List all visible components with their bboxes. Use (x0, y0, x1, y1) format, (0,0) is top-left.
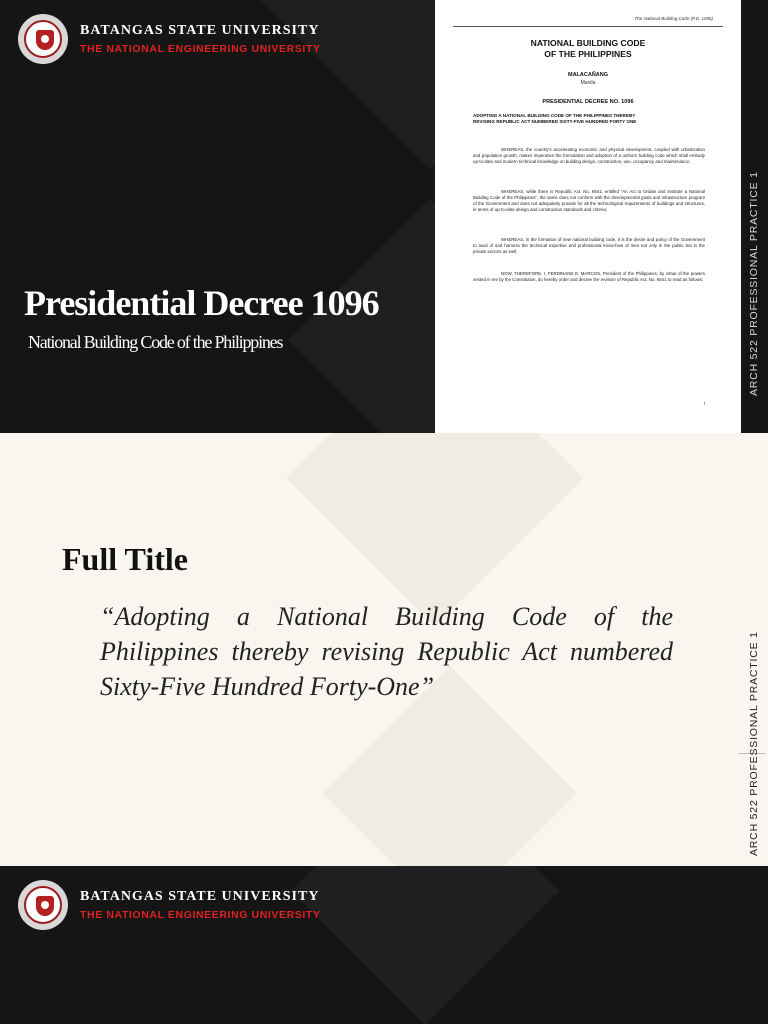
document-rule (453, 26, 723, 27)
university-tagline: THE NATIONAL ENGINEERING UNIVERSITY (80, 909, 321, 921)
document-title-line: NATIONAL BUILDING CODE (530, 38, 646, 48)
university-name: BATANGAS STATE UNIVERSITY (80, 23, 320, 38)
document-heading-line: ADOPTING A NATIONAL BUILDING CODE OF THE PHILIPPINES THEREBY (473, 113, 636, 118)
university-seal-icon (18, 14, 68, 64)
university-header (18, 880, 321, 930)
slide-subtitle: National Building Code of the Philippines (28, 332, 283, 352)
document-paragraph: WHEREAS, the country's accelerating economic and physical development, coupled with urbanization and population growth, makes imperative the formulation and adoption of a uniform building code which shall embody up-to-date and modern technical knowledge on building design, construction, use, occupancy and maintenance; (473, 147, 705, 165)
slide-next (0, 866, 768, 1024)
document-page-number: i (703, 401, 705, 407)
document-heading-line: REVISING REPUBLIC ACT NUMBERED SIXTY-FIVE HUNDRED FORTY ONE (473, 119, 637, 124)
document-paragraph: WHEREAS, while there is Republic Act. No. 6541, entitled "An Act to Ordain and Institute a National Building Code of the Philippines", the same does not conform with the developmental goals and infrastructure program of the Government and does not adequately provide for all the technological requirements of buildings and structures, in terms of up-to-date design and construction standards and criteria; (473, 189, 705, 213)
document-city: Manila (580, 80, 596, 86)
background-shape (291, 866, 560, 1024)
slide-full-title (0, 433, 768, 866)
document-decree-number: PRESIDENTIAL DECREE NO. 1096 (542, 99, 634, 105)
document-paragraph: WHEREAS, in the formation of new national building code, it is the desire and policy of the Government to avail of and harness the technical expertise and professional know-how of men not only in the public but in the private sectors as well, (473, 237, 705, 255)
slide-title: Presidential Decree 1096 (24, 283, 379, 323)
course-side-label: ARCH 522 PROFESSIONAL PRACTICE 1 (748, 171, 760, 396)
full-title-heading: Full Title (62, 541, 188, 577)
course-side-label: ARCH 522 PROFESSIONAL PRACTICE 1 (748, 631, 760, 856)
document-header-note: The National Building Code (P.D. 1096) (634, 16, 713, 21)
slide-title-pd1096 (0, 0, 768, 433)
document-paragraph: NOW, THEREFORE, I, FERDINAND E. MARCOS, President of the Philippines, by virtue of the powers vested in me by the Constitution, do hereby order and decree the revision of Republic Act. No. 6541 to read as follows: (473, 271, 705, 283)
document-heading (473, 113, 711, 125)
background-shape (287, 433, 584, 626)
university-tagline: THE NATIONAL ENGINEERING UNIVERSITY (80, 43, 321, 55)
document-place: MALACAÑANG (567, 72, 609, 78)
full-title-quote: “Adopting a National Building Code of the Philippines thereby revising Republic Act numbered Sixty-Five Hundred Forty-One” (100, 602, 673, 701)
document-page-image (435, 0, 741, 433)
document-title-line: OF THE PHILIPPINES (544, 48, 632, 59)
university-header (18, 14, 321, 64)
university-seal-icon (18, 880, 68, 930)
document-title (435, 38, 741, 59)
university-name: BATANGAS STATE UNIVERSITY (80, 889, 320, 904)
